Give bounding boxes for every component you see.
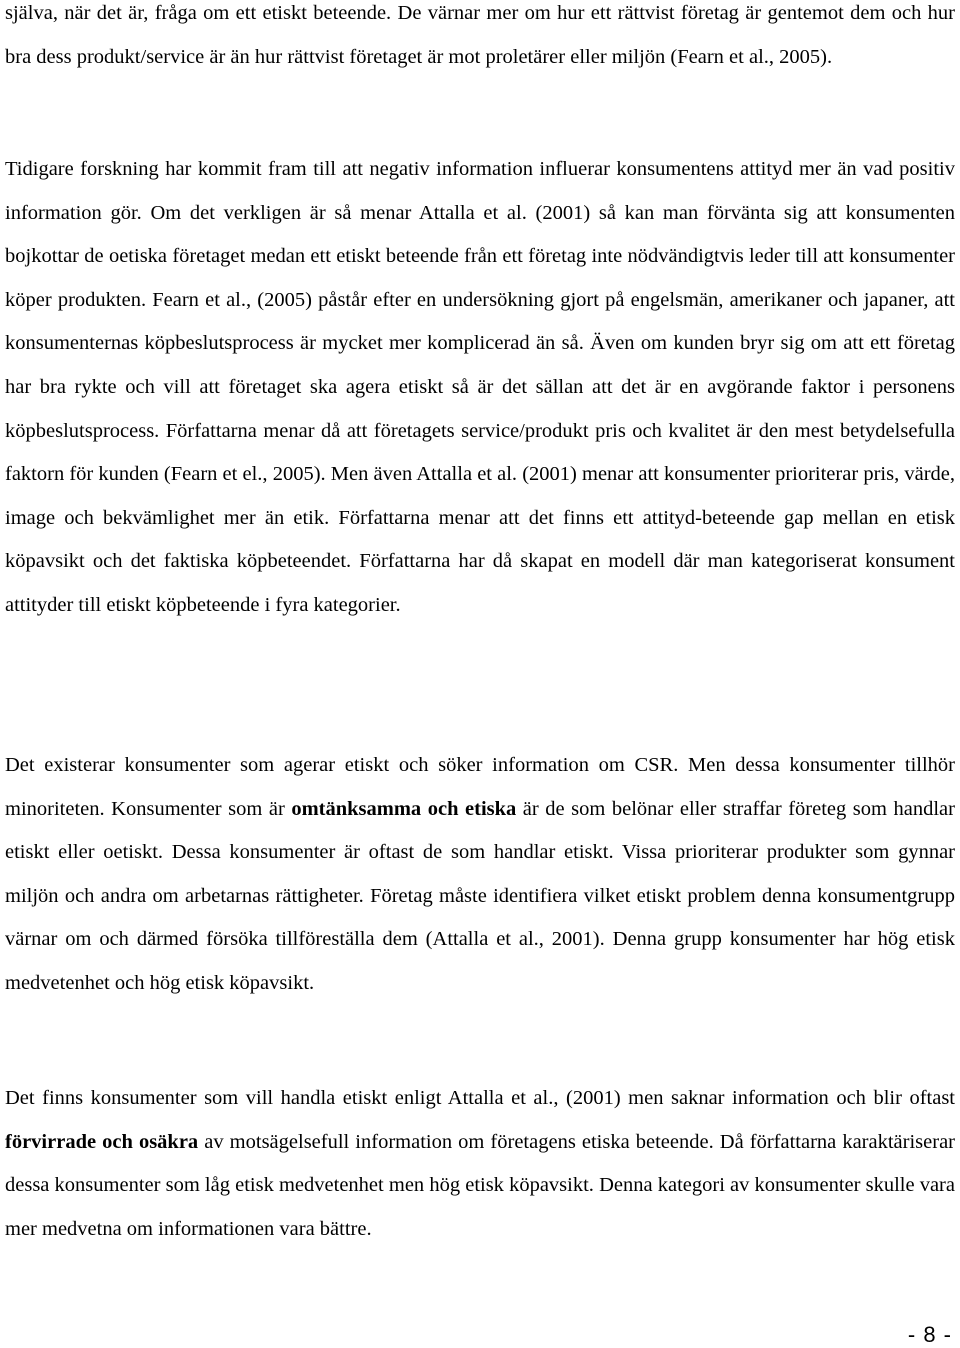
paragraph-3 <box>5 744 955 1006</box>
paragraph-2 <box>5 148 955 628</box>
page-number: - 8 - <box>907 1322 952 1347</box>
paragraph-4-bold-term: förvirrade och osäkra <box>5 1130 199 1153</box>
paragraph-4-text-start: Det finns konsumenter som vill handla etiskt enligt Attalla et al., (2001) men saknar information och blir oftast <box>5 1087 955 1109</box>
paragraph-3-text-end: är de som belönar eller straffar företeg som handlar etiskt eller oetiskt. Dessa konsumenter är oftast de som handlar etiskt. Vissa prioriterar produkter som gynnar miljön och andra om arbetarnas rättigheter. Företag måste identifiera vilket etiskt problem denna konsumentgrupp värnar om och därmed försöka tillföreställa dem (Attalla et al., 2001). Denna grupp konsumenter har hög etisk medvetenhet och hög etisk köpavsikt. <box>5 797 955 994</box>
paragraph-2-text: Tidigare forskning har kommit fram till att negativ information influerar konsumentens attityd mer än vad positiv information gör. Om det verkligen är så menar Attalla et al. (2001) så kan man förvänta sig att konsumenten bojkottar de oetiska företaget medan ett etiskt beteende från ett företag inte nödvändigtvis leder till att konsumenter köper produkten. Fearn et al., (2005) påstår efter en undersökning gjort på engelsmän, amerikaner och japaner, att konsumenternas köpbeslutsprocess är mycket mer komplicerad än så. Även om kunden bryr sig om att ett företag har bra rykte och vill att företaget ska agera etiskt så är det sällan att det är en avgörande faktor i personens köpbeslutsprocess. Författarna menar då att företagets service/produkt pris och kvalitet är den mest betydelsefulla faktorn för kunden (Fearn et el., 2005). Men även Attalla et al. (2001) menar att konsumenter prioriterar pris, värde, image och bekvämlighet mer än etik. Författarna menar att det finns ett attityd-beteende gap mellan en etisk köpavsikt och det faktiska köpbeteendet. Författarna har då skapat en modell där man kategoriserat konsument attityder till etiskt köpbeteende i fyra kategorier. <box>5 158 955 616</box>
paragraph-1-text: själva, när det är, fråga om ett etiskt beteende. De värnar mer om hur ett rättvist företag är gentemot dem och hur bra dess produkt/service är än hur rättvist företaget är mot proletärer eller miljön (Fearn et al., 2005). <box>5 2 955 68</box>
paragraph-4 <box>5 1077 955 1251</box>
paragraph-1 <box>5 0 955 79</box>
paragraph-3-text-start: Det existerar konsumenter som agerar etiskt och söker information om CSR. Men dessa konsumenter tillhör minoriteten. Konsumenter som är <box>5 754 955 820</box>
paragraph-3-bold-term: omtänksamma och etiska <box>291 797 517 820</box>
paragraph-4-text-end: av motsägelsefull information om företagens etiska beteende. Då författarna karaktäriserar dessa konsumenter som låg etisk medvetenhet men hög etisk köpavsikt. Denna kategori av konsumenter skulle vara mer medvetna om informationen vara bättre. <box>5 1130 955 1240</box>
